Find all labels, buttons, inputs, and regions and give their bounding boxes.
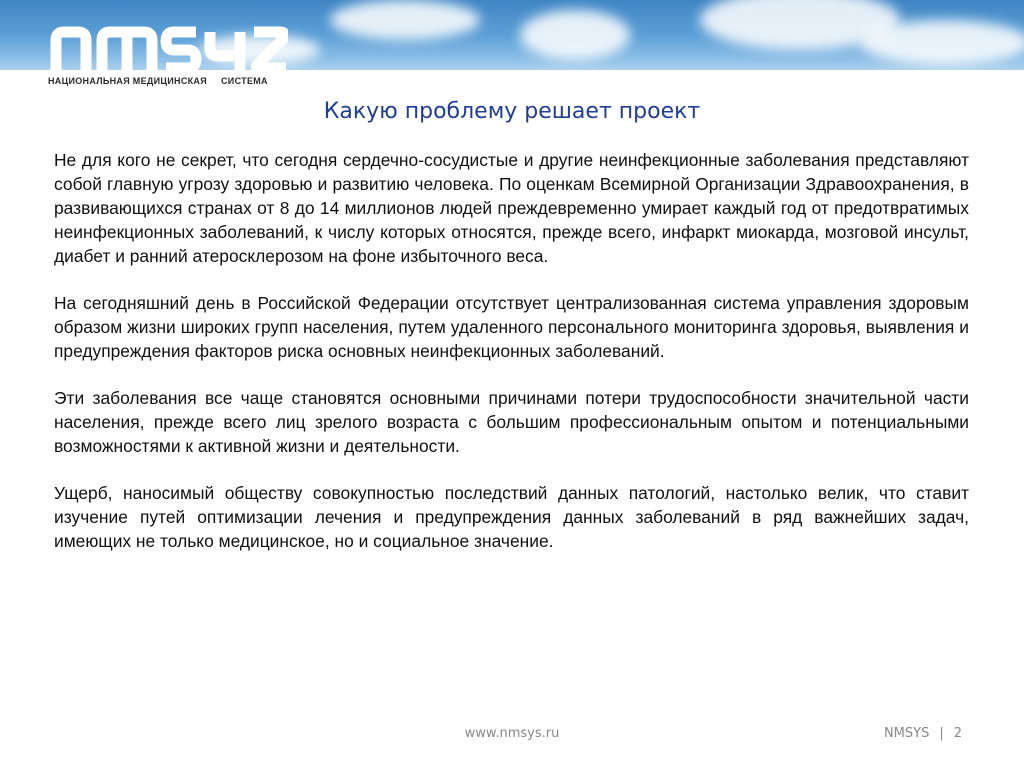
paragraph: Эти заболевания все чаще становятся основными причинами потери трудоспособности значительной части населения, прежде всего лиц зрелого возраста с большим профессиональным опытом и потенциальными возможностями к активной жизни и деятельности.	[54, 388, 969, 456]
cloud-decoration	[330, 0, 480, 40]
logo-subtitle-part1: НАЦИОНАЛЬНАЯ МЕДИЦИНСКАЯ	[48, 76, 207, 86]
paragraph: Ущерб, наносимый обществу совокупностью последствий данных патологий, настолько велик, что ставит изучение путей оптимизации лечения и предупреждения данных заболеваний в ряд важнейших задач, имеющих не только медицинское, но и социальное значение.	[54, 483, 969, 551]
footer-page-info	[884, 726, 962, 741]
cloud-decoration	[520, 10, 630, 60]
footer-url: www.nmsys.ru	[464, 726, 560, 741]
footer-brand: NMSYS	[883, 726, 930, 741]
slide-title: Какую проблему решает проект	[323, 99, 701, 124]
paragraph: На сегодняшний день в Российской Федерации отсутствует централизованная система управления здоровым образом жизни широких групп населения, путем удаленного персонального мониторинга здоровья, выявления и предупреждения факторов риска основных неинфекционных заболеваний.	[54, 293, 969, 361]
logo-subtitle	[48, 76, 268, 86]
slide-body	[54, 148, 969, 576]
nmsys-logo	[48, 22, 288, 100]
cloud-decoration	[860, 20, 1024, 65]
paragraph: Не для кого не секрет, что сегодня сердечно-сосудистые и другие неинфекционные заболевания представляют собой главную угрозу здоровью и развитию человека. По оценкам Всемирной Организации Здравоохранения, в развивающихся странах от 8 до 14 миллионов людей преждевременно умирает каждый год от предотвратимых неинфекционных заболеваний, к числу которых относятся, прежде всего, инфаркт миокарда, мозговой инсульт, диабет и ранний атеросклерозом на фоне избыточного веса.	[54, 150, 969, 266]
logo-subtitle-part2: СИСТЕМА	[221, 76, 268, 86]
header-banner	[0, 0, 1024, 100]
page-number: 2	[953, 726, 962, 741]
footer-separator: |	[939, 726, 944, 741]
